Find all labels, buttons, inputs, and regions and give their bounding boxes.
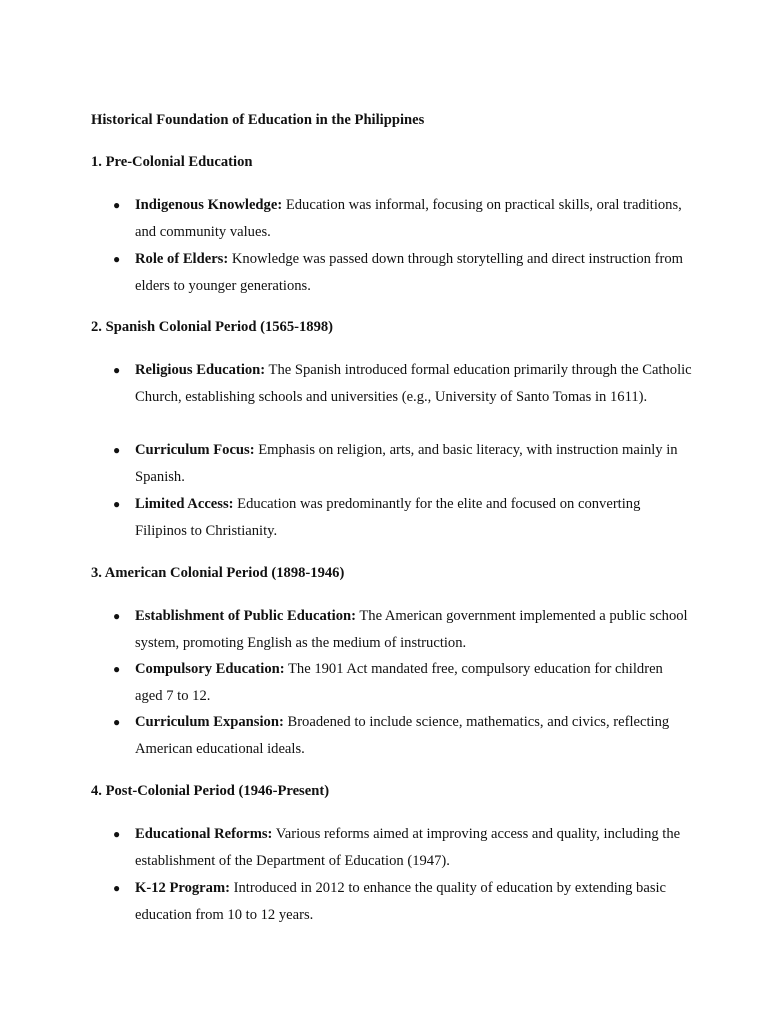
bullet-item-curriculum-expansion [113,709,693,763]
bullet-text [135,192,693,246]
bullet-term: Role of Elders: [135,251,229,267]
bullet-text [135,875,693,929]
bullet-item-public-education [113,603,693,657]
bullet-description: The American government implemented a public school system, promoting English as the medium of instruction. [135,608,688,651]
section-heading-pre-colonial: 1. Pre-Colonial Education [91,154,253,170]
bullet-term: Educational Reforms: [135,826,273,842]
bullet-description: The 1901 Act mandated free, compulsory education for children aged 7 to 12. [135,661,663,704]
bullet-icon: ● [113,363,121,377]
bullet-item-compulsory-education [113,656,693,710]
bullet-icon: ● [113,497,121,511]
bullet-term: K-12 Program: [135,880,230,896]
bullet-description: The Spanish introduced formal education primarily through the Catholic Church, establishing schools and universities (e.g., University of Santo Tomas in 1611). [135,362,692,405]
bullet-item-religious-education [113,357,693,411]
section-heading-spanish-colonial: 2. Spanish Colonial Period (1565-1898) [91,319,334,335]
bullet-term: Curriculum Focus: [135,442,255,458]
bullet-text [135,357,693,411]
section-heading-post-colonial: 4. Post-Colonial Period (1946-Present) [91,783,330,799]
bullet-term: Establishment of Public Education: [135,608,356,624]
bullet-description: Education was predominantly for the elite and focused on converting Filipinos to Christianity. [135,496,641,539]
bullet-item-role-of-elders [113,246,693,300]
bullet-description: Emphasis on religion, arts, and basic literacy, with instruction mainly in Spanish. [135,442,678,485]
bullet-text [135,821,693,875]
bullet-text [135,656,693,710]
bullet-item-indigenous-knowledge [113,192,693,246]
section-heading-american-colonial: 3. American Colonial Period (1898-1946) [91,565,345,581]
bullet-term: Limited Access: [135,496,234,512]
bullet-icon: ● [113,881,121,895]
bullet-description: Education was informal, focusing on practical skills, oral traditions, and community values. [135,197,682,240]
bullet-icon: ● [113,662,121,676]
bullet-item-educational-reforms [113,821,693,875]
bullet-term: Indigenous Knowledge: [135,197,283,213]
bullet-description: Knowledge was passed down through storytelling and direct instruction from elders to younger generations. [135,251,683,294]
bullet-icon: ● [113,443,121,457]
bullet-item-k12-program [113,875,693,929]
bullet-description: Broadened to include science, mathematics, and civics, reflecting American educational ideals. [135,714,670,757]
bullet-text [135,709,693,763]
bullet-text [135,491,693,545]
bullet-icon: ● [113,609,121,623]
bullet-term: Compulsory Education: [135,661,285,677]
bullet-text [135,437,693,491]
bullet-icon: ● [113,715,121,729]
bullet-item-limited-access [113,491,693,545]
bullet-term: Religious Education: [135,362,266,378]
bullet-text [135,246,693,300]
bullet-description: Introduced in 2012 to enhance the quality of education by extending basic education from 10 to 12 years. [135,880,667,923]
bullet-description: Various reforms aimed at improving access and quality, including the establishment of the Department of Education (1947). [135,826,681,869]
document-title: Historical Foundation of Education in the Philippines [91,112,425,128]
bullet-icon: ● [113,252,121,266]
bullet-icon: ● [113,198,121,212]
bullet-text [135,603,693,657]
bullet-item-curriculum-focus [113,437,693,491]
bullet-icon: ● [113,827,121,841]
bullet-term: Curriculum Expansion: [135,714,284,730]
